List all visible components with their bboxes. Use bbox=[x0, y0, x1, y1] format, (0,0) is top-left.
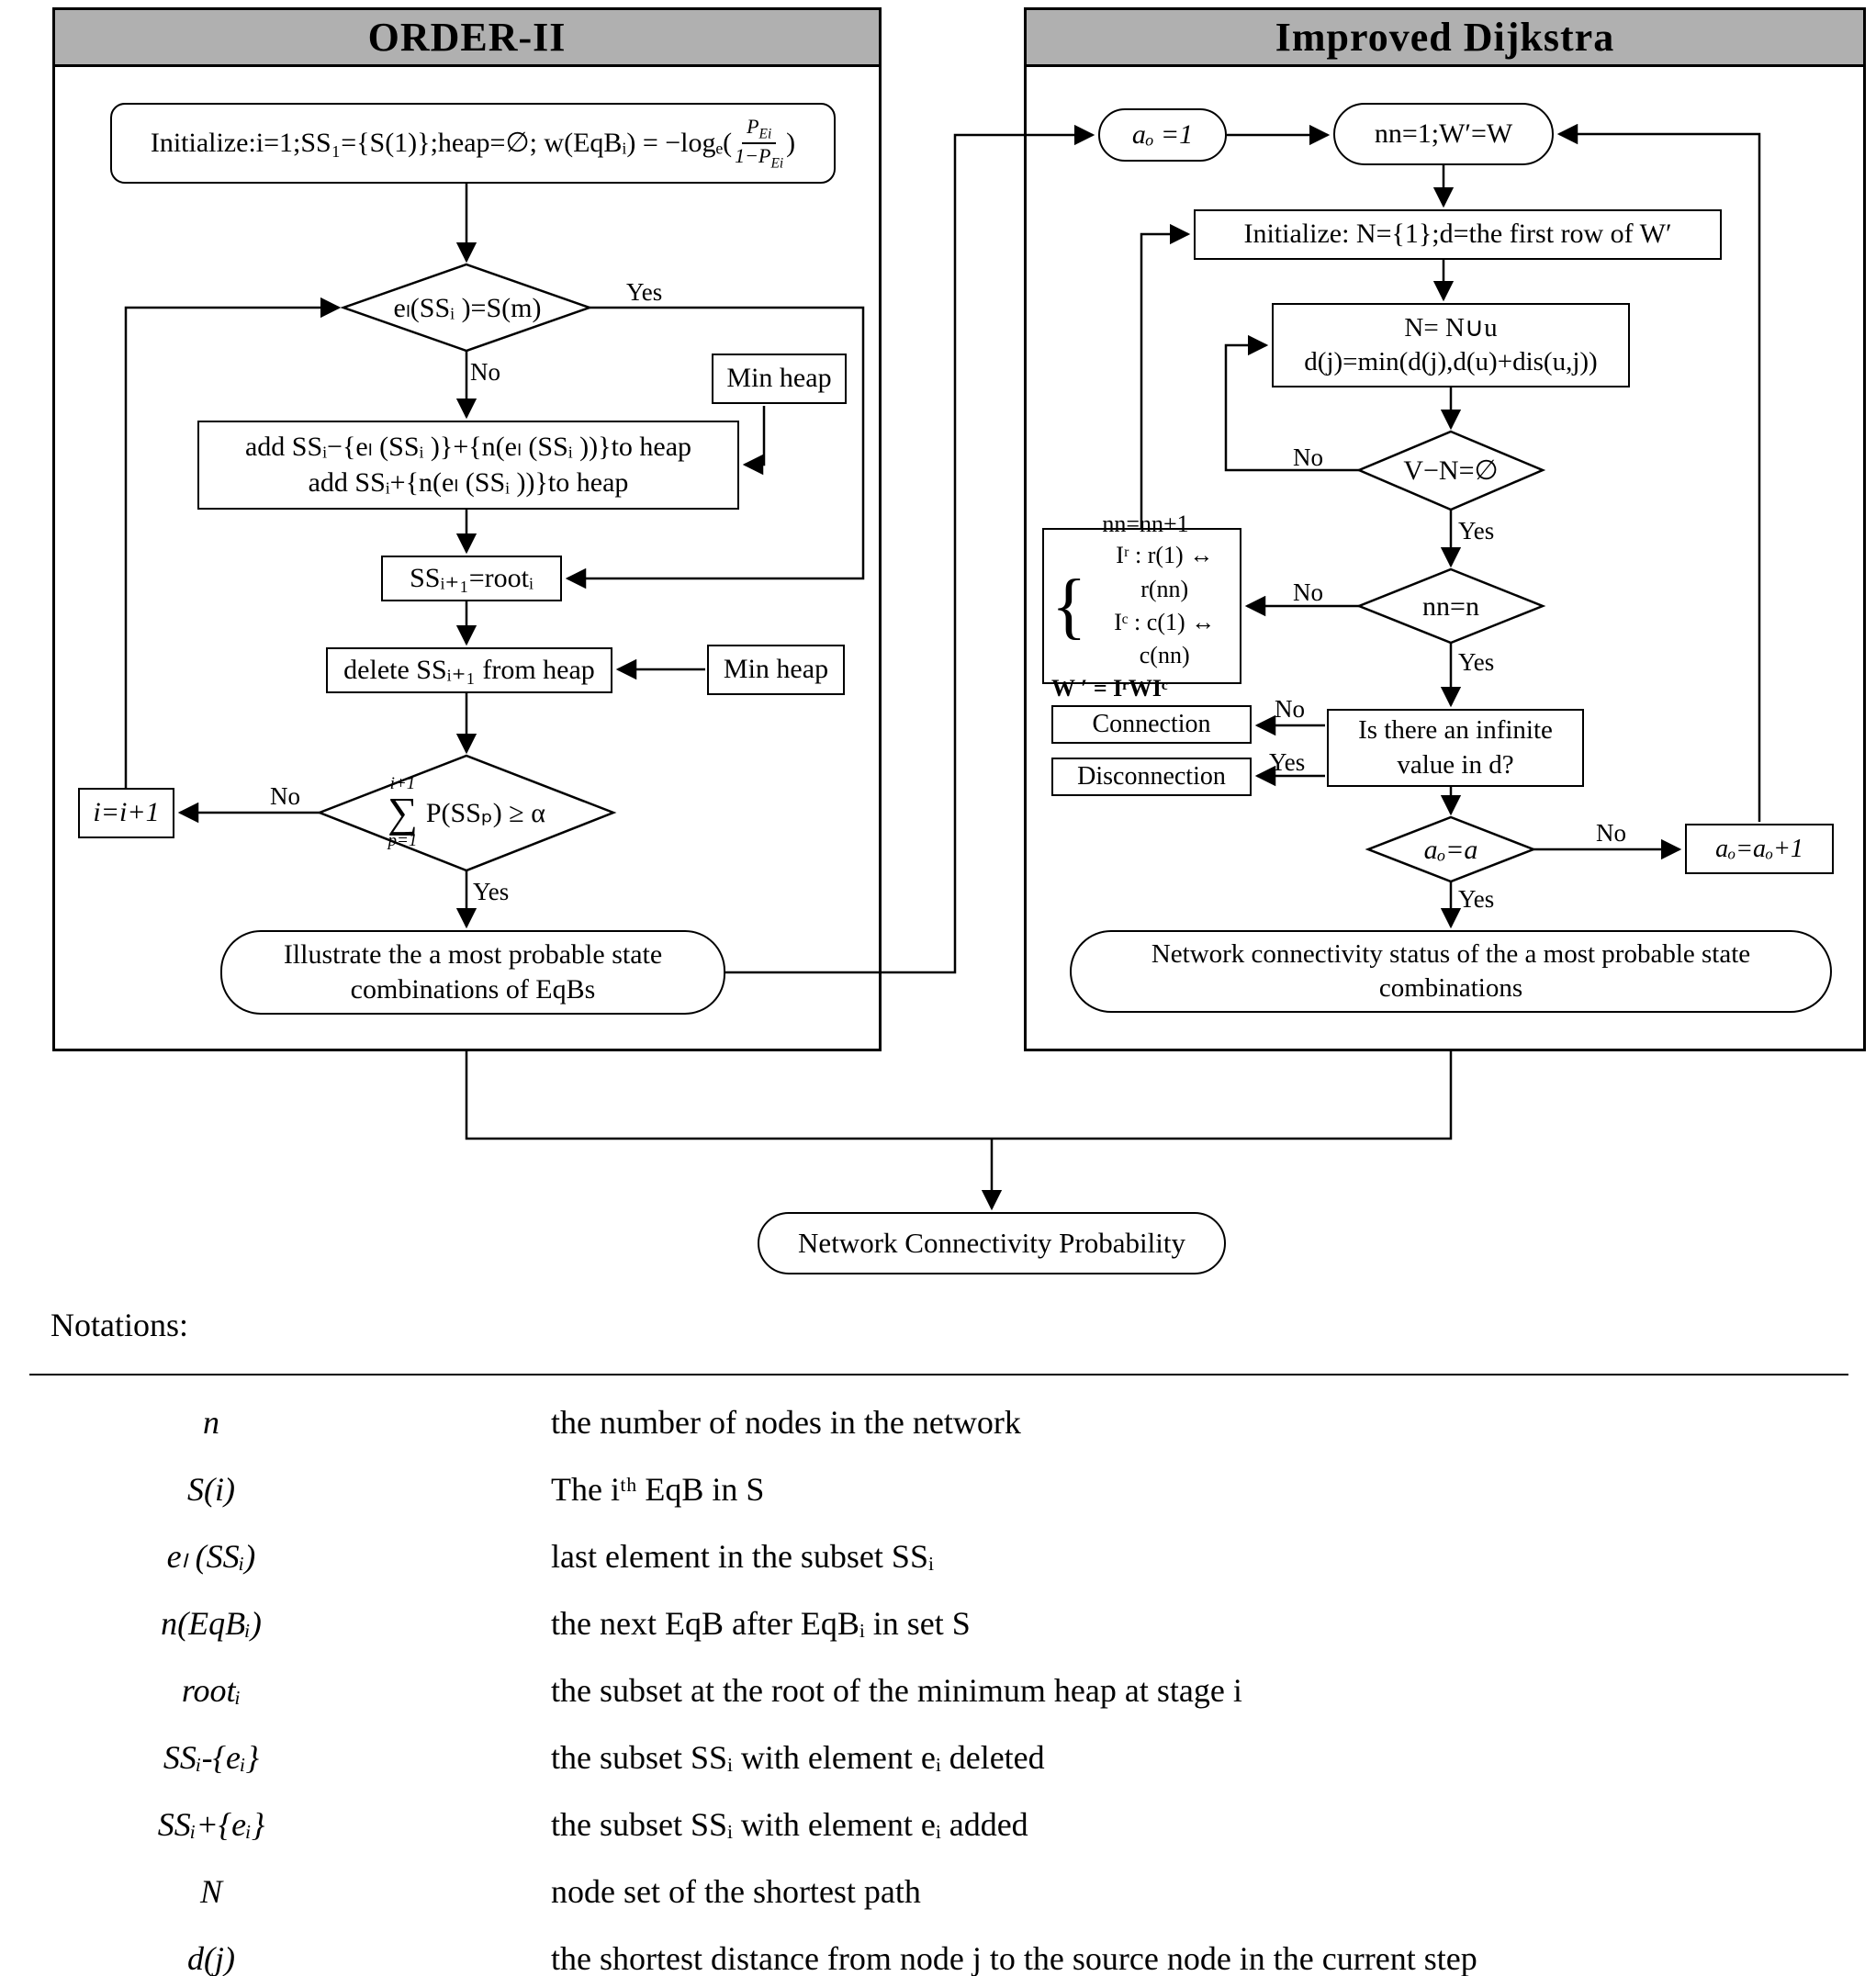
disconnection-box: Disconnection bbox=[1051, 758, 1252, 796]
label-nncheck-no: No bbox=[1293, 578, 1323, 606]
notation-row-ss-minus bbox=[0, 1738, 1876, 1777]
notations-section bbox=[0, 1306, 1876, 1976]
arrow-minheap1-to-add bbox=[745, 406, 764, 465]
label-infcheck-yes: Yes bbox=[1269, 748, 1306, 776]
sigma-upper-limit: i+1 bbox=[389, 774, 416, 794]
notation-term: S(i) bbox=[187, 1471, 235, 1508]
connectivity-status-box bbox=[1070, 930, 1832, 1013]
permute-line2: Iʳ : r(1) ↔ r(nn) bbox=[1116, 542, 1214, 602]
a-init-box: aₒ =1 bbox=[1098, 108, 1227, 162]
sigma-lower-limit: p=1 bbox=[388, 830, 418, 850]
label-vncheck-yes: Yes bbox=[1458, 517, 1495, 545]
notation-desc: last element in the subset SSᵢ bbox=[551, 1538, 934, 1575]
illustrate-line1: Illustrate the a most probable state bbox=[283, 938, 663, 970]
order2-panel-title: ORDER-II bbox=[367, 15, 567, 60]
notation-term: n bbox=[203, 1404, 219, 1441]
initialize-text-close: ) bbox=[786, 127, 796, 158]
infinite-check-line2: value in d? bbox=[1397, 749, 1514, 780]
label-nncheck-yes: Yes bbox=[1458, 648, 1495, 676]
initialize-text: Initialize:i=1;SS₁={S(1)};heap=∅; w(EqBᵢ) = −logₑ( bbox=[150, 127, 733, 158]
notation-row-nset bbox=[0, 1872, 1876, 1911]
label-infcheck-no: No bbox=[1275, 695, 1305, 723]
initialize-box bbox=[110, 103, 836, 184]
checklast-condition: eₗ(SSᵢ )=S(m) bbox=[393, 292, 542, 323]
status-line2: combinations bbox=[1378, 973, 1523, 1003]
permute-line1: nn=nn+1 bbox=[1102, 510, 1189, 537]
root-assign-box: SSᵢ₊₁=rootᵢ bbox=[381, 556, 562, 601]
notation-term: eₗ (SSᵢ) bbox=[166, 1538, 256, 1575]
label-acheck-yes: Yes bbox=[1458, 885, 1495, 913]
sum-inequality: P(SSₚ) ≥ α bbox=[425, 797, 545, 828]
infinite-check-line1: Is there an infinite bbox=[1358, 715, 1553, 746]
permute-brace-group bbox=[1051, 539, 1240, 673]
nn-equals-n-condition: nn=n bbox=[1422, 590, 1479, 622]
label-checklast-no: No bbox=[470, 358, 500, 386]
illustrate-box bbox=[220, 930, 725, 1015]
dijkstra-panel-title: Improved Dijkstra bbox=[1275, 15, 1615, 60]
fraction-numerator: $P_{Ei}$ bbox=[742, 115, 776, 144]
relax-box bbox=[1272, 303, 1630, 387]
label-vncheck-no: No bbox=[1293, 443, 1323, 471]
notation-desc: the subset SSᵢ with element eᵢ added bbox=[551, 1806, 1028, 1843]
notation-desc: the subset at the root of the minimum heap at stage i bbox=[551, 1672, 1242, 1709]
arrow-increment-loop-to-checklast bbox=[126, 308, 339, 788]
notation-desc: the next EqB after EqBᵢ in set S bbox=[551, 1605, 971, 1642]
weight-fraction bbox=[735, 115, 783, 172]
relax-line1: N= N∪u bbox=[1404, 312, 1498, 342]
label-sumcheck-no: No bbox=[270, 782, 300, 810]
notation-desc: the subset SSᵢ with element eᵢ deleted bbox=[551, 1739, 1045, 1776]
notation-desc: the number of nodes in the network bbox=[551, 1404, 1021, 1441]
brace-symbol: { bbox=[1051, 566, 1087, 646]
notations-divider bbox=[29, 1374, 1848, 1375]
illustrate-line2: combinations of EqBs bbox=[350, 974, 596, 1005]
notation-desc: node set of the shortest path bbox=[551, 1873, 921, 1910]
relax-line2: d(j)=min(d(j),d(u)+dis(u,j)) bbox=[1304, 347, 1598, 376]
notation-term: d(j) bbox=[187, 1940, 235, 1976]
permutation-box bbox=[1042, 510, 1241, 702]
label-acheck-no: No bbox=[1596, 819, 1626, 847]
probability-sum-condition bbox=[338, 776, 595, 849]
notation-term: n(EqBᵢ) bbox=[161, 1605, 262, 1642]
merge-connector bbox=[466, 1051, 1451, 1139]
label-sumcheck-yes: Yes bbox=[473, 878, 510, 905]
permute-line3: Iᶜ : c(1) ↔ c(nn) bbox=[1114, 609, 1216, 669]
min-heap-box-1: Min heap bbox=[712, 354, 847, 404]
a-equals-condition: aₒ=a bbox=[1423, 834, 1478, 865]
sigma-stack bbox=[388, 775, 418, 849]
notation-term: SSᵢ-{eᵢ} bbox=[163, 1739, 260, 1776]
infinite-check-box bbox=[1327, 709, 1584, 787]
a-increment-box: aₒ=aₒ+1 bbox=[1685, 824, 1834, 874]
connection-box: Connection bbox=[1051, 705, 1252, 744]
sigma-symbol: ∑ bbox=[388, 789, 418, 836]
notations-heading: Notations: bbox=[51, 1307, 188, 1343]
notation-row-el bbox=[0, 1537, 1876, 1576]
status-line1: Network connectivity status of the a most probable state bbox=[1151, 938, 1751, 969]
label-checklast-yes: Yes bbox=[626, 278, 663, 306]
notation-row-n bbox=[0, 1403, 1876, 1442]
add-to-heap-line1: add SSᵢ−{eₗ (SSᵢ )}+{n(eₗ (SSᵢ ))}to heap bbox=[244, 432, 692, 463]
arrow-permute-loop-to-ninit bbox=[1141, 234, 1188, 528]
permute-brace-lines bbox=[1089, 539, 1240, 673]
fraction-denominator: $1-P_{Ei}$ bbox=[735, 144, 784, 172]
notation-desc: the shortest distance from node j to the source node in the current step bbox=[551, 1940, 1477, 1976]
arrow-illustrate-to-ainit bbox=[725, 135, 1093, 972]
notation-term: SSᵢ+{eᵢ} bbox=[157, 1806, 265, 1843]
notation-row-root bbox=[0, 1671, 1876, 1710]
notation-desc: The iᵗʰ EqB in S bbox=[551, 1471, 765, 1508]
final-output-box: Network Connectivity Probability bbox=[758, 1212, 1226, 1274]
increment-i-box: i=i+1 bbox=[78, 788, 174, 838]
add-to-heap-box bbox=[197, 421, 739, 510]
notation-row-si bbox=[0, 1470, 1876, 1509]
add-to-heap-line2: add SSᵢ+{n(eₗ (SSᵢ ))}to heap bbox=[308, 466, 629, 498]
n-init-box: Initialize: N={1};d=the first row of W′ bbox=[1194, 209, 1722, 260]
permute-line4: W ′ = IʳWIᶜ bbox=[1051, 674, 1168, 702]
notation-row-dj bbox=[0, 1939, 1876, 1976]
min-heap-box-2: Min heap bbox=[707, 645, 845, 695]
notation-row-neqb bbox=[0, 1604, 1876, 1643]
nn-init-box: nn=1;W′=W bbox=[1333, 103, 1554, 165]
vn-empty-condition: V−N=∅ bbox=[1403, 455, 1499, 486]
sum-expression bbox=[388, 775, 545, 849]
notation-row-ss-plus bbox=[0, 1805, 1876, 1844]
delete-from-heap-box: delete SSᵢ₊₁ from heap bbox=[326, 647, 612, 693]
notation-term: rootᵢ bbox=[181, 1672, 242, 1709]
notation-term: N bbox=[199, 1873, 222, 1910]
